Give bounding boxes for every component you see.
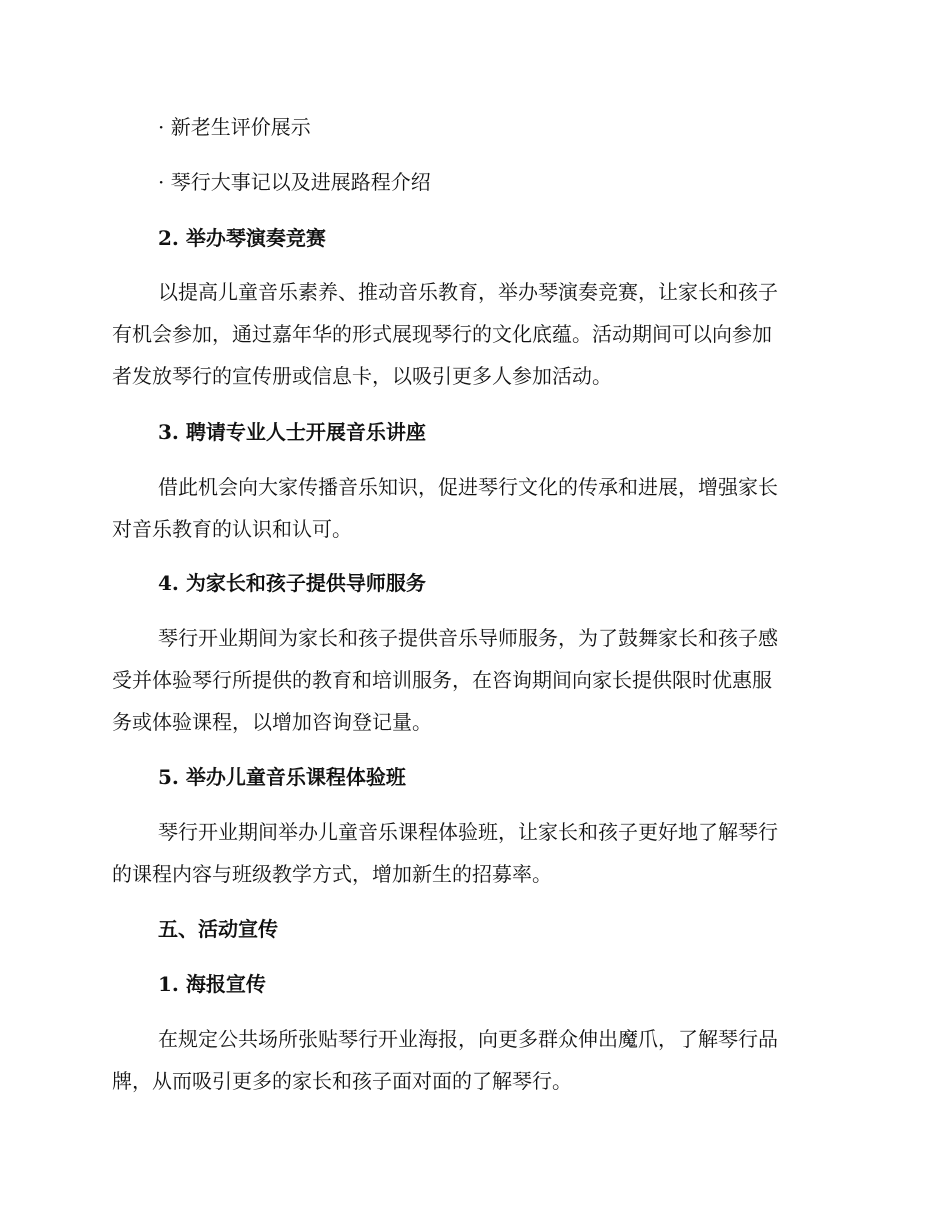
paragraph-line: 务或体验课程，以增加咨询登记量。 [112, 710, 432, 734]
paragraph-line: 借此机会向大家传播音乐知识，促进琴行文化的传承和进展，增强家长 [158, 475, 778, 499]
paragraph-line: 琴行开业期间举办儿童音乐课程体验班，让家长和孩子更好地了解琴行 [158, 820, 778, 844]
section-paragraph [112, 280, 832, 388]
paragraph-line: 以提高儿童音乐素养、推动音乐教育，举办琴演奏竞赛，让家长和孩子 [158, 280, 778, 304]
paragraph-line: 琴行开业期间为家长和孩子提供音乐导师服务，为了鼓舞家长和孩子感 [158, 626, 778, 650]
paragraph-line: 者发放琴行的宣传册或信息卡，以吸引更多人参加活动。 [112, 364, 612, 388]
bullet-item: · 新老生评价展示 [158, 115, 311, 139]
bullet-item: · 琴行大事记以及进展路程介绍 [158, 170, 431, 194]
section-heading: 2. 举办琴演奏竞赛 [158, 226, 326, 250]
paragraph-line: 有机会参加，通过嘉年华的形式展现琴行的文化底蕴。活动期间可以向参加 [112, 322, 772, 346]
paragraph-line: 在规定公共场所张贴琴行开业海报，向更多群众伸出魔爪，了解琴行品 [158, 1027, 778, 1051]
section-heading: 3. 聘请专业人士开展音乐讲座 [158, 420, 426, 444]
chapter-heading: 五、活动宣传 [158, 917, 278, 941]
paragraph-line: 受并体验琴行所提供的教育和培训服务，在咨询期间向家长提供限时优惠服 [112, 668, 772, 692]
section-paragraph [112, 1027, 832, 1093]
section-paragraph [112, 475, 832, 541]
paragraph-line: 牌，从而吸引更多的家长和孩子面对面的了解琴行。 [112, 1069, 572, 1093]
section-paragraph [112, 820, 832, 886]
section-paragraph [112, 626, 832, 734]
paragraph-line: 的课程内容与班级教学方式，增加新生的招募率。 [112, 862, 552, 886]
section-heading: 4. 为家长和孩子提供导师服务 [158, 571, 426, 595]
paragraph-line: 对音乐教育的认识和认可。 [112, 517, 352, 541]
section-heading: 1. 海报宣传 [158, 972, 266, 996]
section-heading: 5. 举办儿童音乐课程体验班 [158, 765, 406, 789]
